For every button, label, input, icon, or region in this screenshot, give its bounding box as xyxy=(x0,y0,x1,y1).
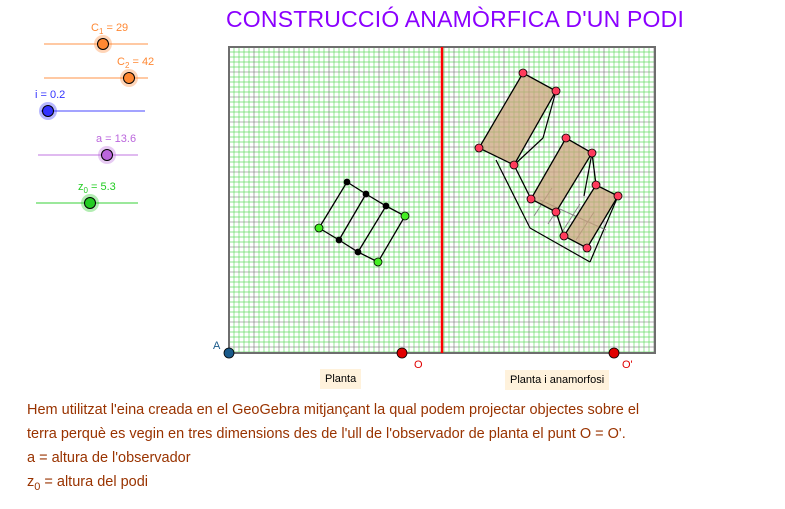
anamorfosi-point[interactable] xyxy=(552,208,560,216)
anamorfosi-point[interactable] xyxy=(510,161,518,169)
planta-point-black[interactable] xyxy=(363,191,369,197)
point-O-prime-label: O' xyxy=(622,359,633,371)
anamorfosi-point[interactable] xyxy=(527,195,535,203)
point-A[interactable] xyxy=(224,348,234,358)
tag-planta-anamorfosi: Planta i anamorfosi xyxy=(505,370,609,390)
page-title: CONSTRUCCIÓ ANAMÒRFICA D'UN PODI xyxy=(226,6,685,32)
description-line-3: a = altura de l'observador xyxy=(27,450,191,466)
planta-point-black[interactable] xyxy=(355,249,361,255)
anamorfosi-point[interactable] xyxy=(552,87,560,95)
anamorfosi-point[interactable] xyxy=(583,244,591,252)
planta-point-green[interactable] xyxy=(401,212,409,220)
slider-a-label: a = 13.6 xyxy=(96,133,137,145)
description-line-4: $z_0$ = altura del podi xyxy=(27,474,148,493)
point-O-label: O xyxy=(414,359,423,371)
slider-c2-label: $C_2 = 42$ xyxy=(117,56,155,71)
anamorfosi-point[interactable] xyxy=(614,192,622,200)
planta-point-black[interactable] xyxy=(336,237,342,243)
slider-z0-label: $z_0 = 5.3$ xyxy=(78,181,116,196)
anamorfosi-point[interactable] xyxy=(519,69,527,77)
planta-point-green[interactable] xyxy=(374,258,382,266)
point-A-label: A xyxy=(213,340,221,352)
anamorfosi-point[interactable] xyxy=(475,144,483,152)
anamorfosi-point[interactable] xyxy=(560,232,568,240)
point-O-prime[interactable] xyxy=(609,348,619,358)
anamorfosi-point[interactable] xyxy=(588,149,596,157)
anamorfosi-shape xyxy=(479,73,618,262)
planta-point-black[interactable] xyxy=(383,203,389,209)
point-O[interactable] xyxy=(397,348,407,358)
slider-c1-label: $C_1 = 29$ xyxy=(91,22,129,37)
anamorfosi-point[interactable] xyxy=(562,134,570,142)
description xyxy=(27,398,767,499)
tag-planta: Planta xyxy=(320,369,361,389)
anamorfosi-point[interactable] xyxy=(592,181,600,189)
planta-point-green[interactable] xyxy=(315,224,323,232)
description-line-2: terra perquè es vegin en tres dimensions des de l'ull de l'observador de planta el punt O = O'. xyxy=(27,426,626,442)
planta-point-black[interactable] xyxy=(344,179,350,185)
slider-i-label: i = 0.2 xyxy=(35,89,66,101)
description-line-1: Hem utilitzat l'eina creada en el GeoGebra mitjançant la qual podem projectar objectes sobre el xyxy=(27,402,640,418)
